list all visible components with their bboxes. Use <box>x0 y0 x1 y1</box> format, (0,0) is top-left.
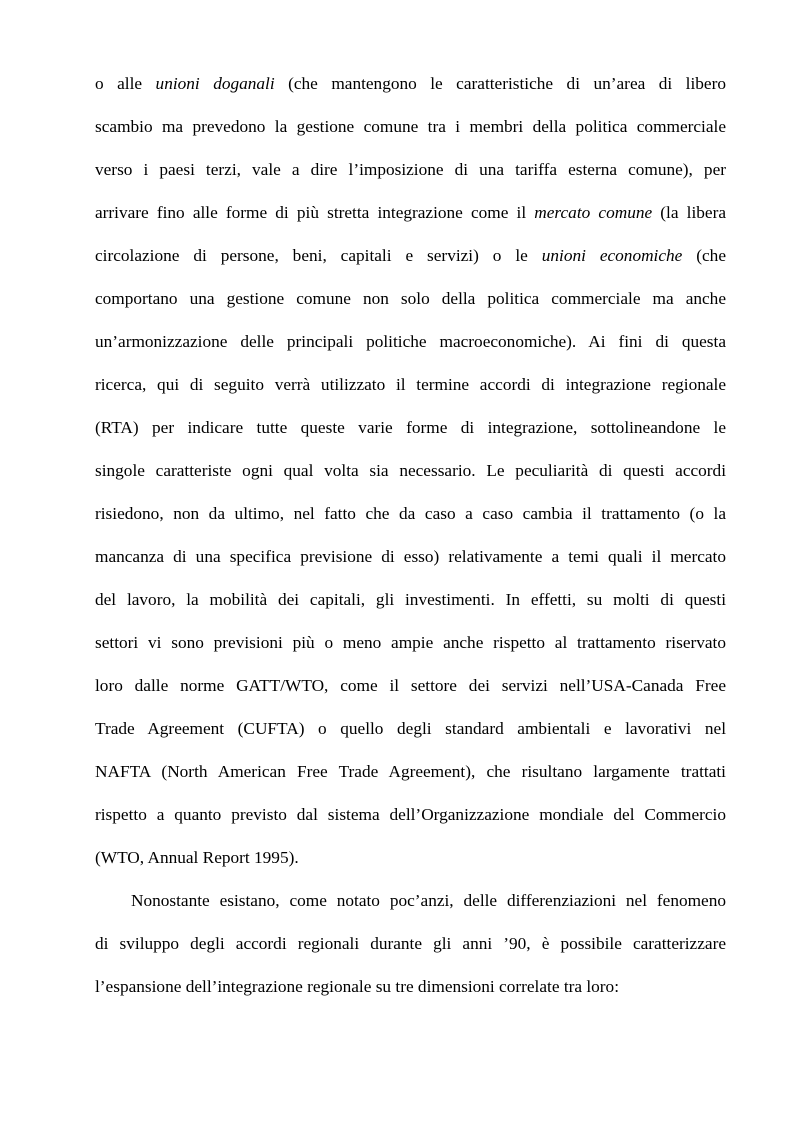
text-run: del lavoro, la mobilità dei capitali, gli investimenti. In effetti, su molti di questi <box>95 590 726 609</box>
text-run: singole caratteriste ogni qual volta sia necessario. Le peculiarità di questi accordi <box>95 461 726 480</box>
text-line <box>95 793 726 836</box>
text-line <box>95 535 726 578</box>
text-run: comportano una gestione comune non solo della politica commerciale ma anche <box>95 289 726 308</box>
text-line <box>95 836 726 879</box>
italic-term: unioni doganali <box>155 74 275 93</box>
text-run: settori vi sono previsioni più o meno ampie anche rispetto al trattamento riservato <box>95 633 726 652</box>
text-run: (la libera <box>652 203 726 222</box>
text-line <box>95 62 726 105</box>
text-line <box>95 277 726 320</box>
text-line <box>95 105 726 148</box>
text-line <box>95 750 726 793</box>
text-run: (RTA) per indicare tutte queste varie forme di integrazione, sottolineandone le <box>95 418 726 437</box>
body-text <box>95 62 726 1008</box>
text-run: (che mantengono le caratteristiche di un’area di libero <box>274 74 726 93</box>
text-line <box>95 922 726 965</box>
text-run: loro dalle norme GATT/WTO, come il settore dei servizi nell’USA-Canada Free <box>95 676 726 695</box>
text-run: Trade Agreement (CUFTA) o quello degli standard ambientali e lavorativi nel <box>95 719 726 738</box>
text-line <box>95 879 726 922</box>
text-line <box>95 234 726 277</box>
italic-term: unioni economiche <box>541 246 683 265</box>
text-run: l’espansione dell’integrazione regionale su tre dimensioni correlate tra loro: <box>95 977 619 996</box>
text-line <box>95 363 726 406</box>
text-run: mancanza di una specifica previsione di esso) relativamente a temi quali il mercato <box>95 547 726 566</box>
text-line <box>95 406 726 449</box>
text-line <box>95 492 726 535</box>
text-line <box>95 664 726 707</box>
text-run: rispetto a quanto previsto dal sistema dell’Organizzazione mondiale del Commercio <box>95 805 726 824</box>
text-run: di sviluppo degli accordi regionali durante gli anni ’90, è possibile caratterizzare <box>95 934 726 953</box>
text-line <box>95 449 726 492</box>
text-run: (che <box>682 246 726 265</box>
text-run: ricerca, qui di seguito verrà utilizzato il termine accordi di integrazione regionale <box>95 375 726 394</box>
text-line <box>95 965 726 1008</box>
text-line <box>95 578 726 621</box>
text-line <box>95 148 726 191</box>
text-run: circolazione di persone, beni, capitali e servizi) o le <box>95 246 542 265</box>
paragraph <box>95 879 726 1008</box>
text-run: (WTO, Annual Report 1995). <box>95 848 299 867</box>
text-line <box>95 320 726 363</box>
text-run: un’armonizzazione delle principali politiche macroeconomiche). Ai fini di questa <box>95 332 726 351</box>
text-run: o alle <box>95 74 156 93</box>
text-run: Nonostante esistano, come notato poc’anzi, delle differenziazioni nel fenomeno <box>131 891 726 910</box>
text-run: NAFTA (North American Free Trade Agreement), che risultano largamente trattati <box>95 762 726 781</box>
text-run: scambio ma prevedono la gestione comune tra i membri della politica commerciale <box>95 117 726 136</box>
paragraph <box>95 62 726 879</box>
text-line <box>95 191 726 234</box>
italic-term: mercato comune <box>534 203 653 222</box>
text-run: arrivare fino alle forme di più stretta integrazione come il <box>95 203 535 222</box>
text-run: verso i paesi terzi, vale a dire l’imposizione di una tariffa esterna comune), per <box>95 160 726 179</box>
text-run: risiedono, non da ultimo, nel fatto che da caso a caso cambia il trattamento (o la <box>95 504 726 523</box>
text-line <box>95 621 726 664</box>
text-line <box>95 707 726 750</box>
